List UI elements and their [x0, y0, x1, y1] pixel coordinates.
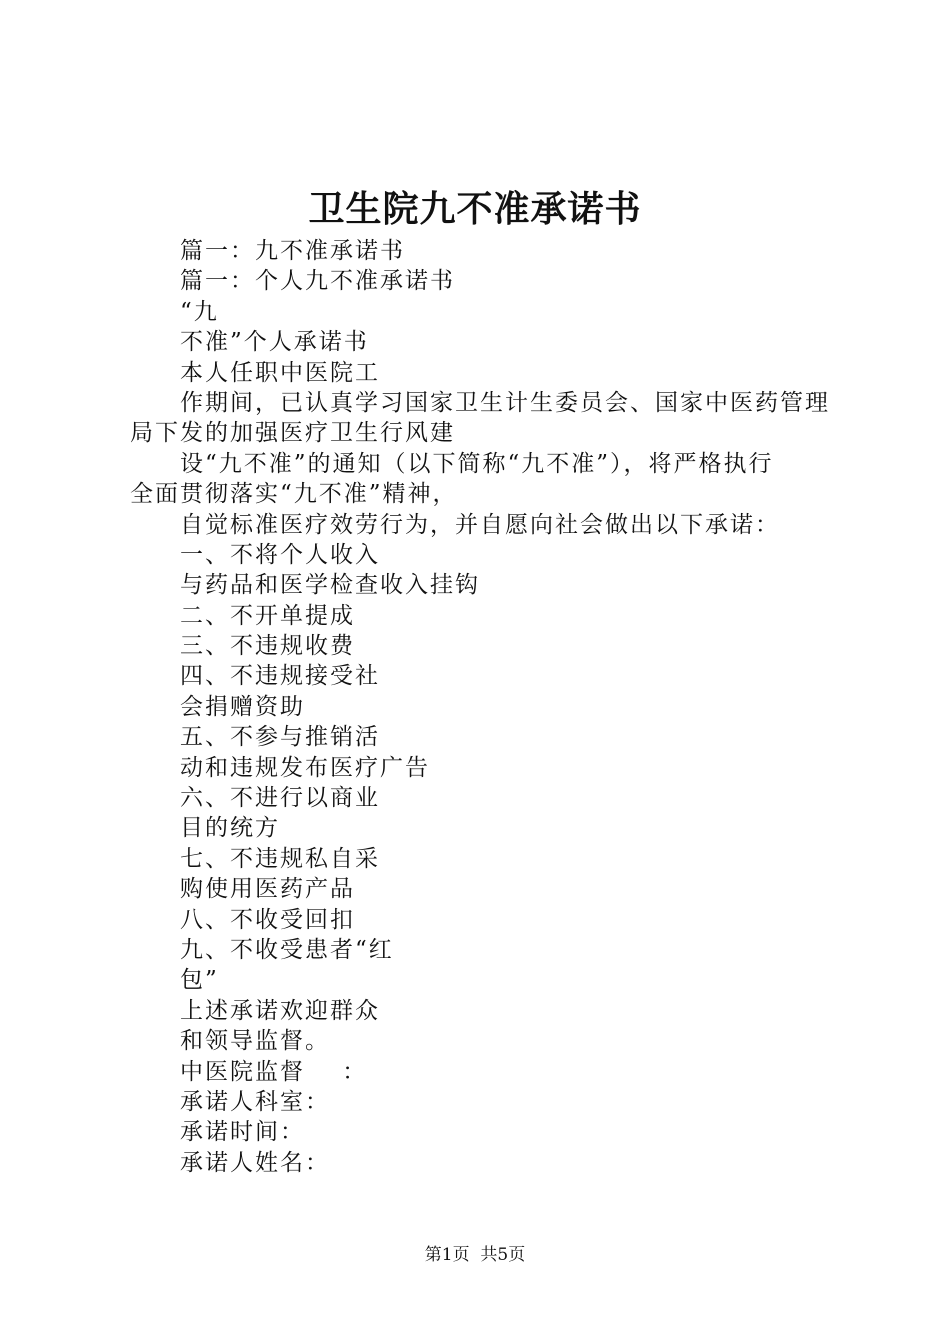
body-line: 中医院监督 ： — [180, 1058, 368, 1085]
body-line: 篇一：个人九不准承诺书 — [180, 268, 455, 295]
body-line: 承诺人姓名： — [180, 1149, 330, 1176]
body-line: “九 — [180, 298, 219, 325]
body-line: 五、不参与推销活 — [180, 724, 380, 751]
body-line: 篇一：九不准承诺书 — [180, 238, 405, 264]
document-body — [130, 236, 835, 1178]
body-line: 自觉标准医疗效劳行为，并自愿向社会做出以下承诺： — [180, 511, 780, 538]
body-line: 本人任职中医院工 — [180, 359, 380, 386]
body-line: 一、不将个人收入 — [180, 541, 380, 568]
body-line: 作期间，已认真学习国家卫生计生委员会、国家中医药管理 — [180, 389, 830, 416]
body-line: 七、不违规私自采 — [180, 845, 380, 872]
page-footer — [0, 1243, 950, 1267]
body-line: 承诺时间： — [180, 1119, 305, 1146]
body-line: 上述承诺欢迎群众 — [180, 997, 380, 1024]
body-line: 六、不进行以商业 — [180, 785, 380, 812]
body-line: 不准”个人承诺书 — [180, 329, 369, 356]
body-line: 包” — [180, 967, 219, 994]
body-line: 三、不违规收费 — [180, 633, 355, 660]
body-line: 承诺人科室： — [180, 1088, 330, 1115]
document-title: 卫生院九不准承诺书 — [308, 188, 642, 230]
body-line: 与药品和医学检查收入挂钩 — [180, 572, 480, 599]
body-line: 设“九不准”的通知（以下简称“九不准”），将严格执行 — [180, 450, 774, 477]
body-line: 全面贯彻落实“九不准”精神， — [130, 481, 458, 508]
body-line: 八、不收受回扣 — [180, 906, 355, 933]
body-line: 九、不收受患者“红 — [180, 936, 394, 963]
body-line: 购使用医药产品 — [180, 876, 355, 903]
body-line: 目的统方 — [180, 815, 280, 842]
body-line: 局下发的加强医疗卫生行风建 — [130, 420, 455, 447]
body-line: 四、不违规接受社 — [180, 663, 380, 690]
body-line: 会捐赠资助 — [180, 693, 305, 720]
body-line: 动和违规发布医疗广告 — [180, 754, 430, 781]
body-line: 和领导监督。 — [180, 1028, 330, 1055]
body-line: 二、不开单提成 — [180, 602, 355, 629]
page-number-label: 第1页 共5页 — [424, 1245, 526, 1265]
